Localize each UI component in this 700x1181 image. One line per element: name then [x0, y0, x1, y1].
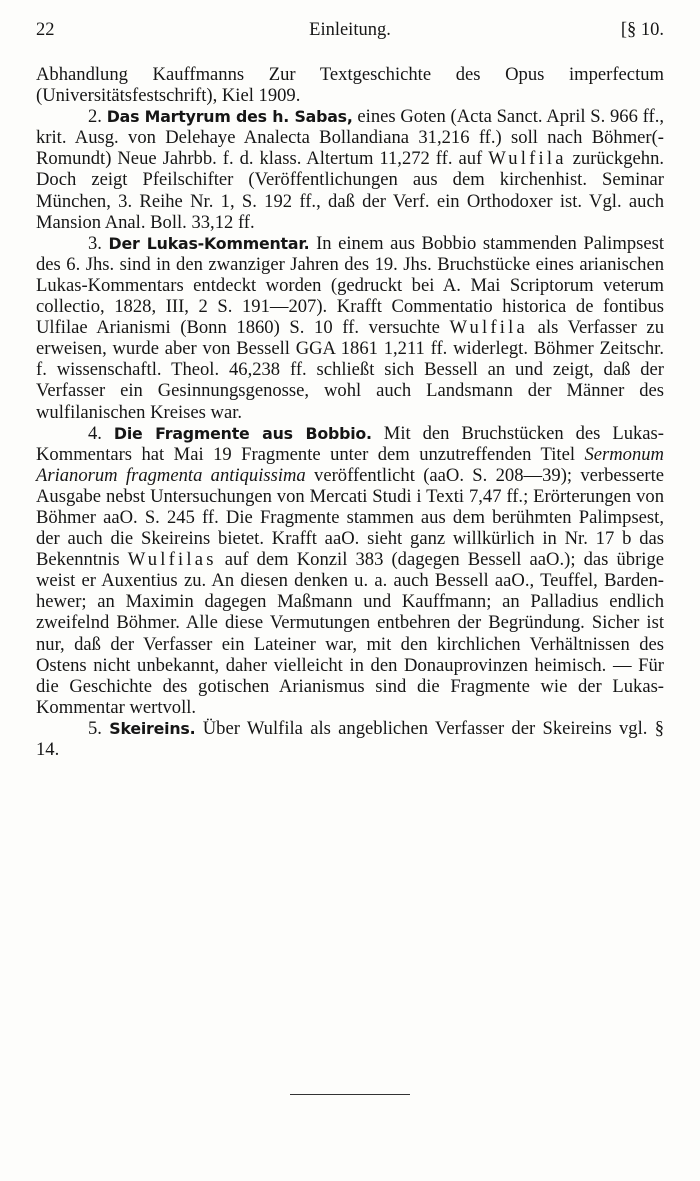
paragraph-skeireins [36, 718, 664, 760]
paragraph-text: Abhandlung Kauffmanns Zur Textgeschichte des Opus imperfectum (Universitätsfestschrift), Kiel 1909. [36, 64, 664, 107]
paragraph-text: Mit den Bruchstücken des Lukas-Kommentars hat Mai 19 Fragmente unter dem unzutreffenden Titel [36, 422, 664, 465]
paragraph-text: auf dem Konzil 383 (dagegen Bessell aaO.); das übrige weist er Auxentius zu. An diesen denken u. a. auch Bessell aaO., Teuffel, Bardenhewer; an Maximin dagegen Maßmann und Kauffmann; an Palladius endlich zweifelnd Böhmer. Alle diese Vermutungen entbehren der Begründung. Sicher ist nur, daß der Verfasser ein Lateiner war, mit den kirchlichen Verhältnissen des Ostens nicht unbekannt, daher vielleicht in den Donauprovinzen heimisch. — Für die Geschichte des gotischen Arianismus sind die Fragmente wie der Lukas-Kommentar wertvoll. [36, 549, 664, 718]
paragraph-text: als Verfasser zu erweisen, wurde aber von Bessell GGA 1861 1,211 ff. widerlegt. Böhmer Zeitschr. f. wissenschaftl. Theol. 46,238 ff. schließt sich Bessell an und zeigt, daß der Verfasser ein Gesinnungsgenosse, wohl auch Landsmann der Männer des wulfilanischen Kreises war. [36, 317, 664, 423]
body-text [36, 64, 664, 760]
paragraph-text: eines Goten (Acta Sanct. April S. 966 ff., krit. Ausg. von Delehaye Analecta Bollandiana 31,216 ff.) soll nach Böhmer(-Romundt) Neue Jahrbb. f. d. klass. Altertum 11,272 ff. auf [36, 106, 664, 170]
paragraph-lukas-kommentar [36, 233, 664, 423]
spaced-name: Wulfilas [127, 549, 217, 571]
italic-title: Sermonum Arianorum fragmenta antiquissima [36, 443, 664, 486]
running-title: Einleitung. [309, 20, 391, 40]
item-number: 4. [88, 422, 102, 444]
paragraph-text: Über Wulfila als angeblichen Verfasser der Skeireins vgl. § 14. [36, 717, 664, 760]
item-title: Die Fragmente aus Bobbio. [113, 423, 372, 443]
paragraph-fragmente-bobbio [36, 423, 664, 718]
spaced-name: Wulfila [449, 317, 528, 339]
end-rule [290, 1094, 410, 1095]
section-reference: [§ 10. [620, 20, 664, 40]
spaced-name: Wulfila [488, 148, 567, 170]
item-title: Das Martyrum des h. Sabas, [106, 107, 353, 127]
item-number: 3. [88, 232, 102, 254]
paragraph-continuation [36, 64, 664, 106]
paragraph-text: zurückgehn. Doch zeigt Pfeilschifter (Veröffentlichungen aus dem kirchenhist. Seminar München, 3. Reihe Nr. 1, S. 192 ff., daß der Verf. ein Orthodoxer ist. Vgl. auch Mansion Anal. Boll. 33,12 ff. [36, 148, 665, 233]
page-header [36, 20, 664, 46]
item-number: 5. [88, 717, 102, 739]
paragraph-martyrum-sabas [36, 106, 664, 233]
page-number: 22 [36, 20, 55, 40]
item-title: Der Lukas-Kommentar. [108, 233, 310, 253]
paragraph-text: veröffentlicht (aaO. S. 208—39); verbesserte Ausgabe nebst Untersuchungen von Mercati Studi i Texti 7,47 ff.; Erörterungen von Böhmer aaO. S. 245 ff. Die Fragmente stammen aus dem berühmten Palimpsest, der auch die Skeireins bietet. Krafft aaO. sieht ganz willkürlich in Nr. 17 b das Bekenntnis [36, 464, 664, 571]
item-title: Skeireins. [109, 718, 196, 738]
paragraph-text: In einem aus Bobbio stammenden Palimpsest des 6. Jhs. sind in den zwanziger Jahren des 19. Jhs. Bruchstücke eines arianischen Lukas-Kommentars entdeckt worden (gedruckt bei A. Mai Scriptorum veterum collectio, 1828, III, 2 S. 191—207). Krafft Commentatio historica de fontibus Ulfilae Arianismi (Bonn 1860) S. 10 ff. versuchte [36, 232, 665, 339]
item-number: 2. [88, 106, 102, 128]
